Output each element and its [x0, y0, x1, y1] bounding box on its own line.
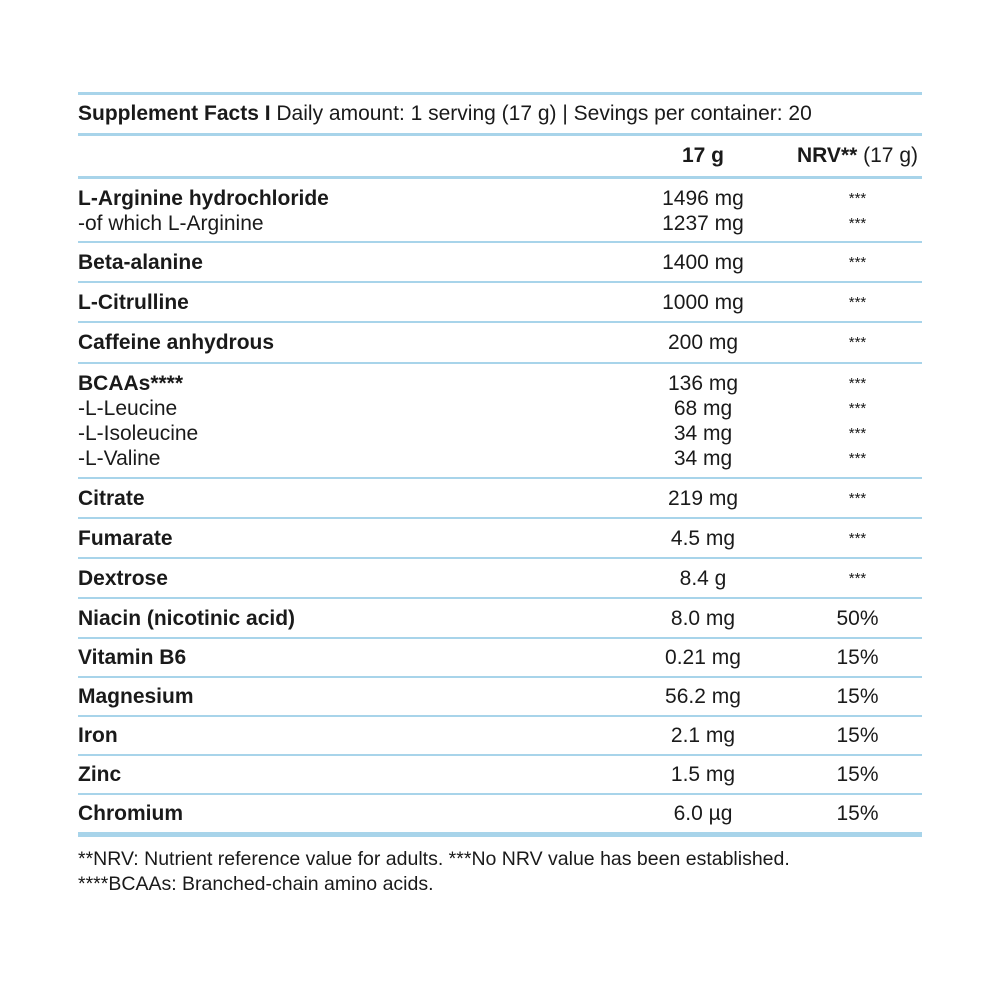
nutrient-nrv: *** [848, 190, 867, 207]
nutrient-amount: 34 mg [673, 422, 733, 445]
nutrient-nrv: *** [848, 425, 867, 442]
nutrient-amount: 219 mg [667, 486, 739, 510]
nutrient-nrv: *** [848, 489, 867, 507]
nutrient-amount-cell [613, 186, 793, 236]
nutrient-amount: 68 mg [673, 397, 733, 420]
table-row [78, 283, 922, 323]
nutrient-amount-cell [613, 606, 793, 631]
nutrient-name-cell [78, 330, 613, 355]
nutrient-name-cell [78, 250, 613, 275]
nutrient-amount-cell [613, 684, 793, 709]
nutrient-amount: 136 mg [667, 372, 739, 395]
table-row [78, 559, 922, 599]
nutrient-amount: 8.0 mg [670, 606, 736, 630]
nutrient-name-cell [78, 723, 613, 748]
nrv-label: NRV** [796, 144, 858, 167]
table-row [78, 639, 922, 678]
nutrient-name: Dextrose [78, 566, 168, 590]
table-row [78, 756, 922, 795]
nutrient-name-cell [78, 684, 613, 709]
nutrient-amount: 4.5 mg [670, 526, 736, 550]
nutrient-nrv: 15% [836, 646, 879, 669]
nutrient-nrv-cell [793, 645, 922, 670]
nutrient-name: Magnesium [78, 685, 194, 708]
nutrient-nrv-cell [793, 371, 922, 471]
nutrient-amount-cell [613, 762, 793, 787]
nutrient-name: -L-Isoleucine [78, 422, 199, 445]
nutrient-name: Vitamin B6 [78, 646, 187, 669]
nutrient-name-cell [78, 762, 613, 787]
nutrient-name: Zinc [78, 763, 122, 786]
table-row [78, 795, 922, 834]
nutrient-amount: 1400 mg [662, 250, 744, 274]
nutrient-name-cell [78, 801, 613, 826]
facts-header [78, 95, 922, 133]
nutrient-nrv: *** [848, 400, 867, 417]
nutrient-nrv: *** [848, 253, 867, 271]
table-row [78, 323, 922, 364]
nutrient-name: Chromium [78, 802, 183, 825]
column-headers [78, 136, 922, 176]
nutrient-name-cell [78, 566, 613, 591]
nutrient-nrv: *** [848, 215, 867, 232]
nutrient-name: Fumarate [78, 526, 173, 550]
nutrient-nrv: *** [848, 529, 867, 547]
nutrient-rows [78, 179, 922, 834]
nutrient-nrv: 15% [836, 802, 879, 825]
footnote-nrv: **NRV: Nutrient reference value for adults. ***No NRV value has been established. [78, 848, 790, 870]
nutrient-amount-cell [613, 526, 793, 551]
nutrient-nrv-cell [793, 290, 922, 315]
facts-title: Supplement Facts I [78, 102, 271, 125]
nutrient-nrv: 15% [836, 763, 879, 786]
nutrient-amount-cell [613, 250, 793, 275]
column-header-nrv [793, 144, 922, 168]
nutrient-nrv: *** [848, 450, 867, 467]
nutrient-amount: 6.0 µg [673, 802, 733, 825]
nrv-serving: (17 g) [857, 144, 918, 167]
nutrient-name: -L-Leucine [78, 397, 178, 420]
nutrient-name-cell [78, 486, 613, 511]
footnotes [78, 847, 922, 897]
nutrient-name: Citrate [78, 486, 145, 510]
nutrient-nrv-cell [793, 723, 922, 748]
supplement-facts-panel [78, 92, 922, 897]
nutrient-nrv-cell [793, 762, 922, 787]
nutrient-amount: 1.5 mg [670, 763, 736, 786]
nutrient-nrv-cell [793, 186, 922, 236]
nutrient-name: L-Citrulline [78, 290, 189, 314]
nutrient-name-cell [78, 645, 613, 670]
nutrient-amount-cell [613, 645, 793, 670]
nutrient-amount-cell [613, 330, 793, 355]
nutrient-nrv: *** [848, 293, 867, 311]
nutrient-nrv: *** [848, 569, 867, 587]
nutrient-name-cell [78, 371, 613, 471]
table-row [78, 519, 922, 559]
nutrient-nrv: 15% [836, 724, 879, 747]
nutrient-name-cell [78, 186, 613, 236]
table-row [78, 717, 922, 756]
nutrient-amount-cell [613, 566, 793, 591]
nutrient-nrv-cell [793, 566, 922, 591]
nutrient-amount: 56.2 mg [665, 685, 741, 708]
nutrient-amount: 1496 mg [662, 187, 744, 210]
nutrient-name-cell [78, 526, 613, 551]
nutrient-name-cell [78, 290, 613, 315]
nutrient-amount-cell [613, 290, 793, 315]
footnote-bcaa: ****BCAAs: Branched-chain amino acids. [78, 873, 434, 895]
nutrient-nrv: 15% [836, 685, 879, 708]
facts-details: Daily amount: 1 serving (17 g) | Sevings per container: 20 [276, 102, 812, 125]
nutrient-amount: 34 mg [673, 447, 733, 470]
table-row [78, 243, 922, 283]
nutrient-amount: 8.4 g [679, 566, 727, 590]
nutrient-amount: 0.21 mg [665, 646, 741, 669]
nutrient-name-cell [78, 606, 613, 631]
nutrient-amount-cell [613, 723, 793, 748]
nutrient-amount-cell [613, 371, 793, 471]
nutrient-amount: 1237 mg [662, 212, 744, 235]
nutrient-name: -L-Valine [78, 447, 161, 470]
nutrient-name: Niacin (nicotinic acid) [78, 606, 296, 630]
table-row [78, 599, 922, 639]
table-row [78, 678, 922, 717]
nutrient-nrv-cell [793, 684, 922, 709]
nutrient-nrv-cell [793, 330, 922, 355]
nutrient-amount: 200 mg [667, 331, 739, 354]
nutrient-name: Caffeine anhydrous [78, 331, 275, 354]
table-row [78, 479, 922, 519]
nutrient-nrv-cell [793, 526, 922, 551]
bottom-rule [78, 834, 922, 837]
nutrient-nrv: *** [848, 334, 867, 351]
column-header-amount: 17 g [681, 144, 725, 167]
nutrient-nrv: 50% [836, 606, 879, 630]
nutrient-amount-cell [613, 801, 793, 826]
nutrient-amount: 1000 mg [662, 290, 744, 314]
nutrient-nrv-cell [793, 250, 922, 275]
nutrient-amount-cell [613, 486, 793, 511]
nutrient-amount: 2.1 mg [670, 724, 736, 747]
nutrient-name: -of which L-Arginine [78, 212, 264, 235]
table-row [78, 179, 922, 243]
nutrient-name: BCAAs**** [78, 372, 184, 395]
nutrient-name: Beta-alanine [78, 250, 203, 274]
nutrient-nrv-cell [793, 486, 922, 511]
nutrient-nrv: *** [848, 375, 867, 392]
table-row [78, 364, 922, 479]
nutrient-nrv-cell [793, 606, 922, 631]
nutrient-name: Iron [78, 724, 118, 747]
nutrient-nrv-cell [793, 801, 922, 826]
nutrient-name: L-Arginine hydrochloride [78, 187, 329, 210]
